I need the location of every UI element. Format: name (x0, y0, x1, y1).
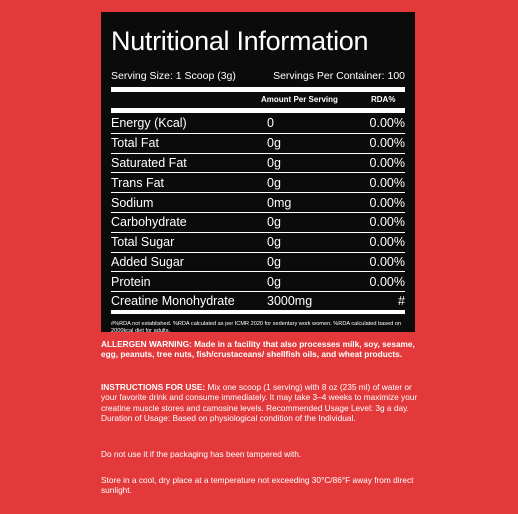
nutrient-name: Trans Fat (111, 175, 165, 190)
table-row (111, 233, 405, 253)
nutrient-rda: 0.00% (369, 155, 405, 170)
nutrient-amount: 0g (267, 175, 281, 190)
nutrient-rda: 0.00% (369, 136, 405, 151)
nutrient-name: Added Sugar (111, 254, 184, 269)
panel-title: Nutritional Information (111, 26, 369, 56)
nutrient-amount: 0 (267, 116, 274, 131)
table-row (111, 213, 405, 233)
table-row (111, 154, 405, 174)
nutrient-amount: 0g (267, 235, 281, 250)
nutrient-amount: 0g (267, 274, 281, 289)
nutrient-name: Protein (111, 274, 151, 289)
storage-note: Store in a cool, dry place at a temperature not exceeding 30°C/86°F away from direct sunlight. (101, 475, 414, 496)
allergen-label: ALLERGEN WARNING: (101, 339, 192, 349)
amount-column-header: Amount Per Serving (261, 95, 338, 104)
nutrient-amount: 0g (267, 136, 281, 151)
table-row (111, 173, 405, 193)
table-row (111, 193, 405, 213)
table-row (111, 272, 405, 292)
nutrient-rda: 0.00% (369, 215, 405, 230)
nutrition-panel (101, 12, 415, 332)
table-row (111, 134, 405, 154)
tamper-note: Do not use it if the packaging has been tampered with. (101, 449, 302, 459)
allergen-text: Made in a facility that also processes milk, soy, sesame, egg, peanuts, tree nuts, fish/crustaceans/ shellfish oils, and wheat products. (101, 339, 415, 360)
nutrient-name: Total Fat (111, 136, 159, 151)
allergen-warning (101, 339, 419, 360)
nutrient-name: Carbohydrate (111, 215, 187, 230)
nutrient-amount: 0g (267, 254, 281, 269)
nutrient-amount: 0g (267, 215, 281, 230)
nutrient-rda: 0.00% (369, 254, 405, 269)
table-row (111, 253, 405, 273)
nutrient-rda: 0.00% (369, 175, 405, 190)
thick-divider (111, 87, 405, 92)
nutrient-amount: 0g (267, 155, 281, 170)
nutrient-name: Saturated Fat (111, 155, 187, 170)
serving-info (111, 70, 405, 82)
nutrient-rda: 0.00% (369, 274, 405, 289)
table-row (111, 292, 405, 314)
nutrient-rda: # (398, 294, 405, 309)
instructions-for-use (101, 382, 419, 424)
rda-column-header: RDA% (371, 95, 396, 104)
instructions-text: Mix one scoop (1 serving) with 8 oz (235 ml) of water or your favorite drink and consume immediately. It may take 3–4 weeks to maximize your creatine muscle stores and camosine levels. Recommended Usage Level: 3g a day. Duration of Usage: Based on physiological condition of the Individual. (101, 382, 418, 424)
instructions-label: INSTRUCTIONS FOR USE: (101, 382, 206, 392)
serving-size: Serving Size: 1 Scoop (3g) (111, 70, 236, 82)
nutrient-rda: 0.00% (369, 116, 405, 131)
table-row (111, 114, 405, 134)
nutrient-name: Sodium (111, 195, 154, 210)
nutrient-amount: 3000mg (267, 294, 313, 309)
nutrient-amount: 0mg (267, 195, 292, 210)
rda-footnote: #%RDA not established. %RDA calculated as per ICMR 2020 for sedentary work women. %RDA calculated based on 2000kcal diet for adults. (111, 321, 402, 334)
thick-divider (111, 108, 405, 113)
nutrient-name: Creatine Monohydrate (111, 294, 235, 309)
nutrient-rda: 0.00% (369, 195, 405, 210)
nutrient-table (111, 114, 405, 314)
nutrient-name: Total Sugar (111, 235, 175, 250)
servings-per-container: Servings Per Container: 100 (273, 70, 405, 82)
nutrient-name: Energy (Kcal) (111, 116, 187, 131)
nutrient-rda: 0.00% (369, 235, 405, 250)
